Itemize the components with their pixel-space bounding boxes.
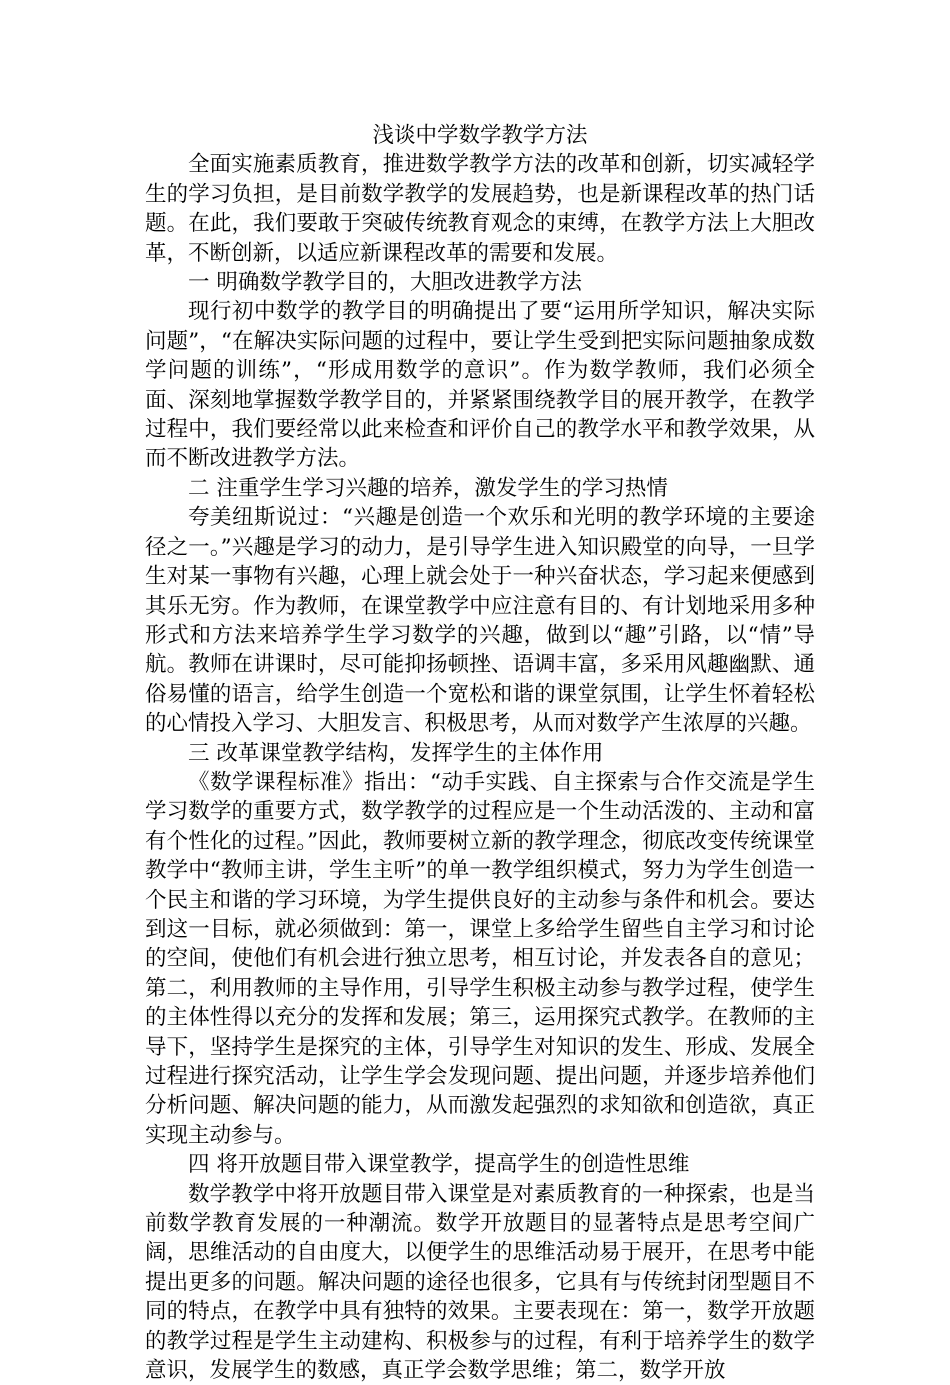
section-2-heading: 二 注重学生学习兴趣的培养，激发学生的学习热情 [188, 475, 668, 501]
section-3-heading: 三 改革课堂教学结构，发挥学生的主体作用 [188, 740, 604, 766]
intro-paragraph: 全面实施素质教育，推进数学教学方法的改革和创新，切实减轻学生的学习负担，是目前数学教学的发展趋势，也是新课程改革的热门话题。在此，我们要敢于突破传统教育观念的束缚，在教学方法上大胆改革，不断创新，以适应新课程改革的需要和发展。 [145, 152, 815, 266]
document-body [145, 121, 815, 1385]
section-1-paragraph: 现行初中数学的教学目的明确提出了要“运用所学知识，解决实际问题”，“在解决实际问题的过程中，要让学生受到把实际问题抽象成数学问题的训练”，“形成用数学的意识”。作为数学教师，我们必须全面、深刻地掌握数学教学目的，并紧紧围绕教学目的展开教学，在教学过程中，我们要经常以此来检查和评价自己的教学水平和教学效果，从而不断改进教学方法。 [145, 299, 815, 472]
section-4-heading: 四 将开放题目带入课堂教学，提高学生的创造性思维 [188, 1152, 690, 1178]
section-2-paragraph: 夸美纽斯说过：“兴趣是创造一个欢乐和光明的教学环境的主要途径之一。”兴趣是学习的动力，是引导学生进入知识殿堂的向导，一旦学生对某一事物有兴趣，心理上就会处于一种兴奋状态，学习起来便感到其乐无穷。作为教师，在课堂教学中应注意有目的、有计划地采用多种形式和方法来培养学生学习数学的兴趣，做到以“趣”引路，以“情”导航。教师在讲课时，尽可能抑扬顿挫、语调丰富，多采用风趣幽默、通俗易懂的语言，给学生创造一个宽松和谐的课堂氛围，让学生怀着轻松的心情投入学习、大胆发言、积极思考，从而对数学产生浓厚的兴趣。 [145, 505, 815, 737]
section-1-heading: 一 明确数学教学目的，大胆改进教学方法 [188, 270, 582, 296]
section-3-paragraph: 《数学课程标准》指出：“动手实践、自主探索与合作交流是学生学习数学的重要方式，数学教学的过程应是一个生动活泼的、主动和富有个性化的过程。”因此，教师要树立新的教学理念，彻底改变传统课堂教学中“教师主讲，学生主听”的单一教学组织模式，努力为学生创造一个民主和谐的学习环境，为学生提供良好的主动参与条件和机会。要达到这一目标，就必须做到：第一，课堂上多给学生留些自主学习和讨论的空间，使他们有机会进行独立思考，相互讨论，并发表各自的意见；第二，利用教师的主导作用，引导学生积极主动参与教学过程，使学生的主体性得以充分的发挥和发展；第三，运用探究式教学。在教师的主导下，坚持学生是探究的主体，引导学生对知识的发生、形成、发展全过程进行探究活动，让学生学会发现问题、提出问题，并逐步培养他们分析问题、解决问题的能力，从而激发起强烈的求知欲和创造欲，真正实现主动参与。 [145, 769, 815, 1148]
document-title: 浅谈中学数学教学方法 [372, 123, 588, 148]
section-4-paragraph: 数学教学中将开放题目带入课堂是对素质教育的一种探索，也是当前数学教育发展的一种潮流。数学开放题目的显著特点是思考空间广阔，思维活动的自由度大，以便学生的思维活动易于展开，在思考中能提出更多的问题。解决问题的途径也很多，它具有与传统封闭型题目不同的特点，在教学中具有独特的效果。主要表现在：第一，数学开放题的教学过程是学生主动建构、积极参与的过程，有利于培养学生的数学意识，发展学生的数感，真正学会数学思维；第二，数学开放 [145, 1181, 815, 1384]
